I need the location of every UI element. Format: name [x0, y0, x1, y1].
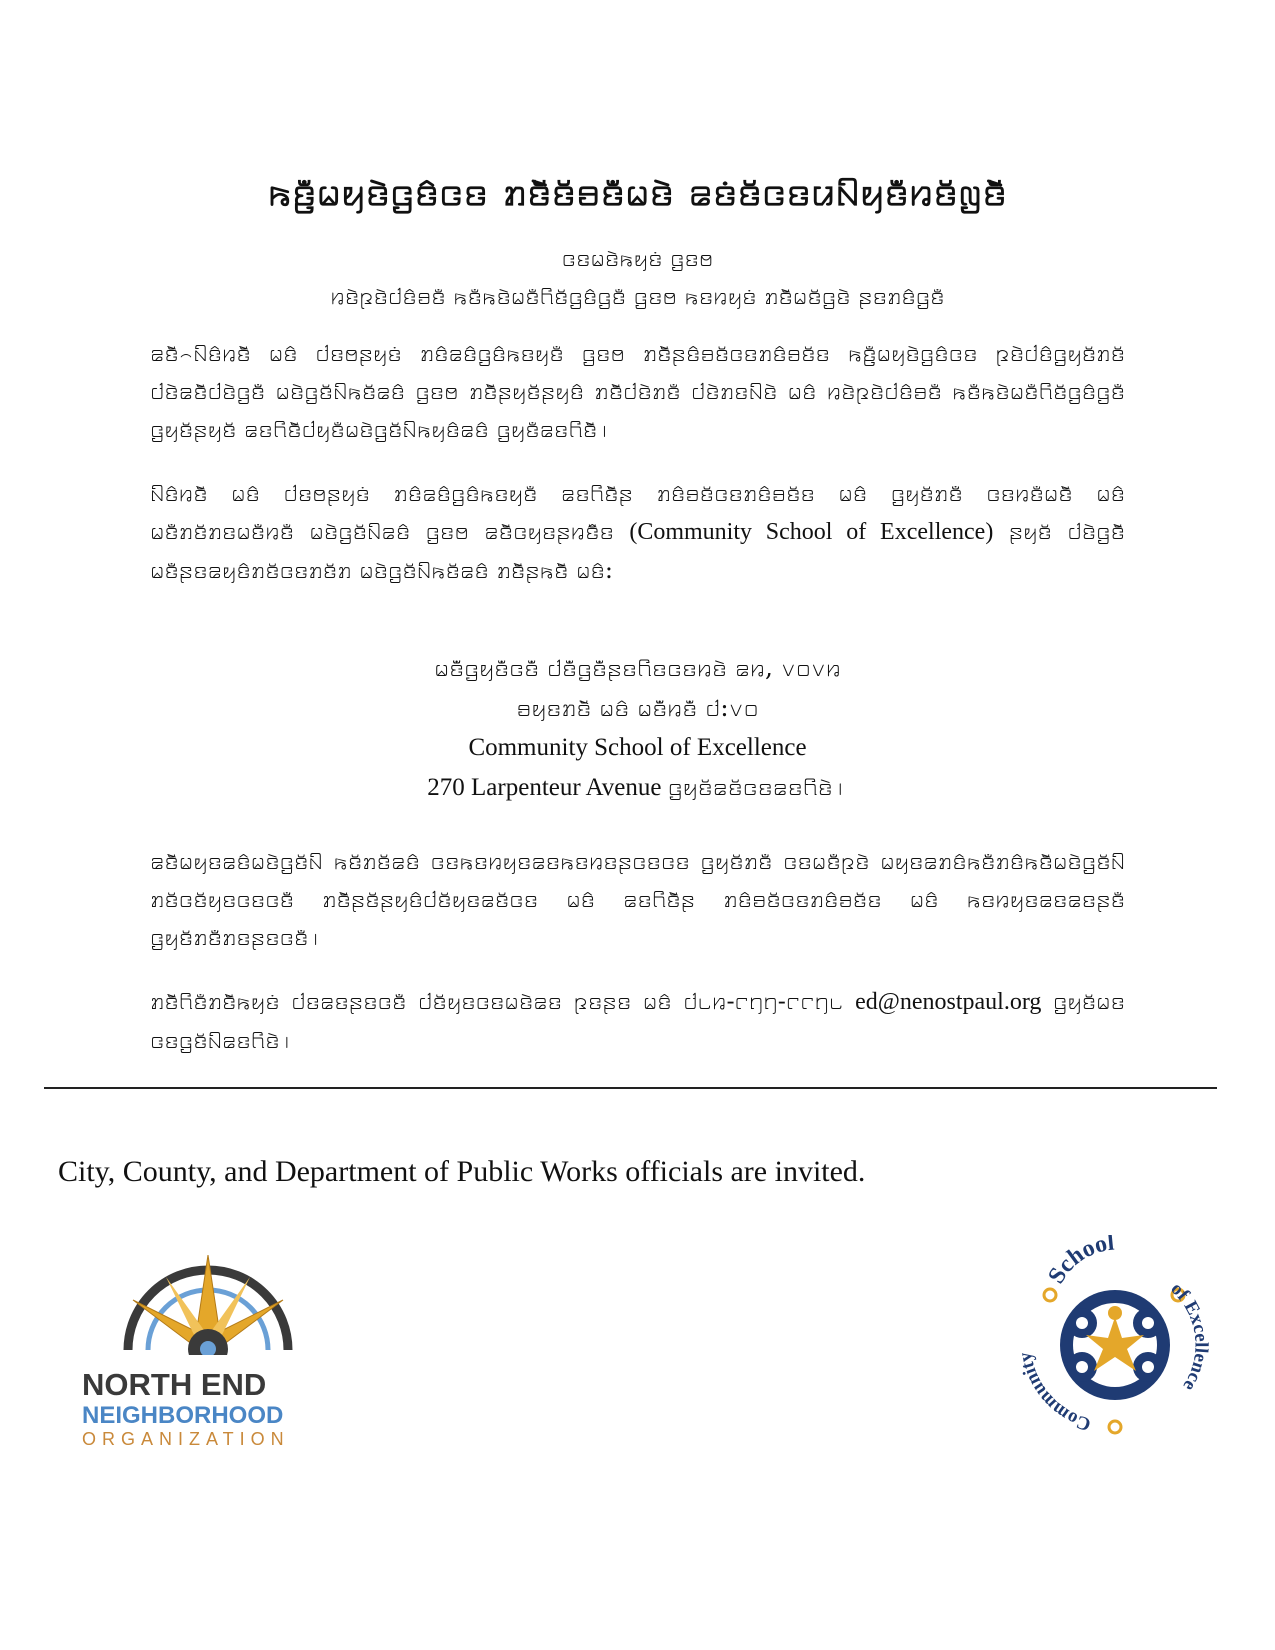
event-date: ꤗꤢꤩꤪꤞꤟꤢꤪꤍꤢꤪ ꤓꤢꤪꤞꤢꤪꤔꤢꤖꤢꤍꤢꤙꤢꤧ ꤁꤆, ꤂꤀꤂꤆: [434, 653, 841, 682]
contact-email[interactable]: ed@nenostpaul.org: [855, 989, 1042, 1015]
logo-neighborhood-text: NEIGHBORHOOD: [82, 1402, 284, 1429]
logo-school-text: School: [1043, 1235, 1116, 1289]
footer-invitation-note: City, County, and Department of Public Works officials are invited.: [58, 1155, 866, 1188]
compass-rose-icon: [78, 1255, 338, 1355]
intro-line-2: ꤙꤢꤧꤐꤢꤧꤓꤢꤨꤋꤢꤪ ꤒꤢꤪꤒꤢꤧꤗꤢꤪꤖꤢꤩꤞꤢꤨꤞꤢꤪ ꤞꤢꤥ ꤒꤢꤙꤟꤢꤦ ꤊꤢꤩꤧꤗꤢꤩꤞꤢꤧ ꤔꤢꤊꤢꤨꤞꤢꤪ: [330, 282, 945, 310]
paragraph-2-text-b: ꤔꤟꤢꤩ ꤓꤢꤧꤞꤢꤩꤧ ꤗꤢꤩꤪꤔꤢꤘꤟꤢꤨꤊꤢꤩꤍꤢꤊꤢꤩꤊ ꤗꤢꤧꤞꤢꤩꤡꤒꤢꤩꤘꤢꤨ ꤊꤢꤩꤧꤔꤒꤢꤩꤧ ꤗꤢꤨ:: [150, 517, 1125, 584]
section-divider: [44, 1087, 1217, 1089]
event-details: [0, 648, 1275, 808]
paragraph-2: [150, 474, 1125, 632]
notice-title: ꤒꤢꤪ꤬ꤗꤟꤢꤧꤞꤢꤨꤍꤢ ꤊꤢꤩꤧꤢꤩꤋꤢꤪꤗꤢꤧ ꤘꤢꤦꤢꤩꤍꤢꤣꤡꤟꤢꤪꤙꤢꤩꤜꤢꤩꤧ: [267, 168, 1008, 215]
event-address: 270 Larpenteur Avenue ꤞꤟꤢꤩꤘꤢꤩꤍꤢꤘꤢꤖꤢꤧ꤯: [427, 774, 848, 801]
paragraph-2-text-a: ꤡꤢꤨꤙꤢꤩꤧ ꤗꤢꤨ ꤓꤢꤥꤔꤟꤢꤦ ꤊꤢꤨꤘꤢꤨꤞꤢꤨꤒꤢꤟꤢꤪ ꤘꤢꤖꤢꤩꤧꤔ ꤊꤢꤨꤋꤢꤩꤍꤢꤊꤢꤨꤋꤢꤩꤢ ꤗꤢꤨ ꤞꤟꤢꤩꤊꤢꤩꤪ ꤍꤢꤙꤢꤪꤗꤢꤩꤧ ꤗꤢꤨ ꤗꤢꤩꤪꤊꤢꤩꤊꤢꤗꤢꤩꤪꤙꤢꤪ ꤗꤢꤧꤞꤢꤩꤡꤘꤢꤨ ꤞꤢꤥ ꤘꤢꤩꤧꤍꤟꤢꤔꤙꤢꤨꤩꤢ: [150, 479, 1125, 545]
paragraph-4-text-b: ꤞꤟꤢꤩꤗꤢ ꤍꤢꤞꤢꤩꤡꤘꤢꤖꤢꤧ꤯: [150, 987, 1125, 1054]
event-time: ꤋꤟꤢꤊꤢꤩꤧ ꤗꤢꤨ ꤗꤢꤩꤪꤙꤢꤪ ꤇:꤂꤀: [516, 693, 759, 722]
paragraph-1: ꤘꤢꤩꤧ꤮ꤡꤢꤨꤙꤢꤩꤧ ꤗꤢꤨ ꤓꤢꤥꤔꤟꤢꤦ ꤊꤢꤨꤘꤢꤨꤞꤢꤨꤒꤢꤟꤢꤪ ꤞꤢꤥ ꤊꤢꤩꤧꤔꤢꤨꤋꤢꤩꤍꤢꤊꤢꤨꤋꤢꤩꤢ ꤒꤢꤪ꤬ꤗꤟꤢꤧꤞꤢꤨꤍꤢ ꤐꤢꤧꤓꤢꤨꤞꤟꤢꤩꤊꤢꤩ ꤓꤢꤧꤘꤢꤩꤧꤓꤢꤧꤞꤢꤩꤪ ꤗꤢꤧꤞꤢꤩꤡꤒꤢꤩꤘꤢꤨ ꤞꤢꤥ ꤊꤢꤩꤧꤔꤟꤢꤩꤔꤟꤢꤨ ꤊꤢꤩꤧꤓꤢꤧꤊꤢꤪ ꤓꤢꤧꤊꤢꤡꤢꤧ ꤗꤢꤨ ꤙꤢꤧꤐꤢꤧꤓꤢꤨꤋꤢꤪ ꤒꤢꤪꤒꤢꤧꤗꤢꤪꤖꤢꤩꤞꤢꤨꤞꤢꤪ ꤞꤟꤢꤩꤔꤟꤢꤩ ꤘꤢꤖꤢꤩꤧꤓꤟꤢꤪꤗꤢꤧꤞꤢꤩꤡꤒꤟꤢꤨꤘꤢꤨ ꤞꤟꤢꤪꤘꤢꤖꤢꤩꤧ꤯: [150, 339, 1125, 443]
paragraph-4: [150, 982, 1125, 1062]
event-venue: Community School of Excellence: [468, 734, 807, 761]
logo-community-text: Communi: [1020, 1365, 1094, 1435]
north-end-neighborhood-organization-logo: [78, 1255, 338, 1449]
community-school-name: (Community School of Excellence): [629, 519, 994, 545]
paragraph-4-text-a: ꤊꤢꤩꤧꤖꤢꤪꤊꤢꤩꤧꤒꤟꤢꤦ ꤓꤢꤘꤢꤔꤢꤍꤢꤩꤪ ꤓꤢꤩꤟꤢꤍꤢꤗꤢꤧꤘꤢ ꤐꤢꤔꤢ ꤗꤢꤨ ꤇꤈꤆-꤅꤄꤄-꤅꤅꤄꤈: [150, 987, 844, 1015]
logo-north-end-text: NORTH END: [82, 1367, 267, 1402]
school-emblem-icon: [1020, 1235, 1210, 1440]
intro-line-1: ꤍꤢꤗꤢꤧꤒꤟꤢꤦ ꤞꤢꤥ: [561, 244, 714, 272]
logo-organization-text: ORGANIZATION: [82, 1429, 290, 1449]
paragraph-3: ꤘꤢꤩꤧꤗꤟꤢꤘꤢꤨꤗꤢꤧꤞꤢꤩꤡ ꤒꤢꤩꤊꤢꤩꤘꤢꤨ ꤍꤢꤒꤢꤙꤟꤢꤘꤢꤒꤢꤙꤢꤔꤍꤢꤍꤢ ꤞꤟꤢꤩꤊꤢꤩꤪ ꤍꤢꤗꤢꤩꤪꤐꤢꤧ ꤗꤟꤢꤘꤊꤢꤨꤒꤢꤩꤪꤊꤢꤨꤒꤢꤩꤧꤗꤢꤧꤞꤢꤩꤡ ꤊꤢꤩꤍꤢꤩꤟꤢꤍꤢꤍꤢꤩꤪ ꤊꤢꤩꤧꤔꤢꤩꤔꤟꤢꤨꤓꤢꤩꤟꤢꤘꤢꤩꤍꤢ ꤗꤢꤨ ꤘꤢꤖꤢꤩꤧꤔ ꤊꤢꤨꤋꤢꤩꤍꤢꤊꤢꤨꤋꤢꤩꤢ ꤗꤢꤨ ꤒꤢꤙꤟꤢꤘꤢꤘꤢꤔꤢꤪ ꤞꤟꤢꤩꤊꤢꤩꤪꤊꤢꤔꤢꤍꤢꤩꤪ꤯: [150, 847, 1125, 951]
community-school-of-excellence-logo: [1020, 1235, 1210, 1440]
logo-of-excellence-text: of Excellence: [1166, 1278, 1210, 1395]
